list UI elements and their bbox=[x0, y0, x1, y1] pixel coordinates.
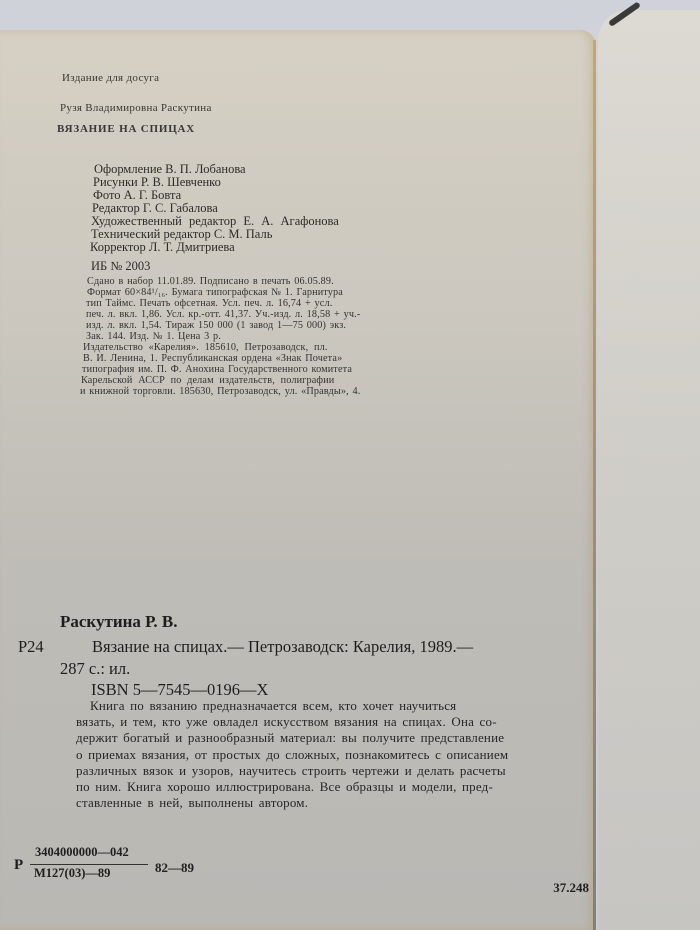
publisher-line: В. И. Ленина, 1. Республиканская ордена «Знак Почета» bbox=[83, 353, 343, 364]
credit-editor: Редактор Г. С. Габалова bbox=[92, 201, 218, 215]
classification-numerator: 3404000000—042 bbox=[35, 845, 129, 859]
catalog-index: Р24 bbox=[18, 637, 44, 656]
catalog-isbn: ISBN 5—7545—0196—Х bbox=[91, 680, 269, 699]
classification-suffix: 82—89 bbox=[155, 860, 194, 875]
publisher-line: и книжной торговли. 185630, Петрозаводск, ул. «Правды», 4. bbox=[80, 386, 361, 397]
bbk-code: 37.248 bbox=[553, 880, 589, 895]
author-full-name: Рузя Владимировна Раскутина bbox=[60, 102, 212, 114]
abstract-line: по ним. Книга хорошо иллюстрирована. Все образцы и модели, пред- bbox=[76, 779, 493, 795]
publisher-line: типография им. П. Ф. Анохина Государственного комитета bbox=[82, 364, 353, 375]
abstract bbox=[76, 698, 583, 811]
imprint-line: печ. л. вкл. 1,86. Усл. кр.-отт. 41,37. Уч.-изд. л. 18,58 + уч.- bbox=[86, 309, 361, 320]
credit-design: Оформление В. П. Лобанова bbox=[94, 162, 246, 176]
abstract-line: ставленные в ней, выполнены автором. bbox=[76, 795, 309, 811]
credit-photo: Фото А. Г. Бовта bbox=[93, 188, 182, 202]
publisher-line: Карельской АССР по делам издательств, полиграфии bbox=[81, 375, 335, 386]
abstract-line: различных вязок и узоров, научитесь строить чертежи и делать расчеты bbox=[76, 762, 506, 778]
catalog-pages: 287 с.: ил. bbox=[60, 659, 131, 678]
imprint-line: Сдано в набор 11.01.89. Подписано в печать 06.05.89. bbox=[87, 276, 334, 287]
imprint-line: Формат 60×84¹/₁₆. Бумага типографская № 1. Гарнитура bbox=[87, 287, 343, 298]
publisher-line: Издательство «Карелия». 185610, Петрозаводск, пл. bbox=[83, 342, 328, 353]
catalog-author: Раскутина Р. В. bbox=[60, 612, 178, 631]
credit-proofreader: Корректор Л. Т. Дмитриева bbox=[90, 240, 235, 254]
abstract-line: о приемах вязания, от простых до сложных, познакомитесь с описанием bbox=[76, 746, 509, 762]
right-page bbox=[598, 10, 700, 930]
imprint-line: тип Таймс. Печать офсетная. Усл. печ. л. 16,74 + усл. bbox=[86, 298, 333, 309]
credit-tech-editor: Технический редактор С. М. Паль bbox=[91, 227, 273, 241]
abstract-line: держит богатый и разнообразный материал: вы получите представление bbox=[76, 730, 505, 746]
abstract-line: Книга по вязанию предназначается всем, кто хочет научиться bbox=[90, 698, 457, 713]
series-label: Издание для досуга bbox=[62, 72, 160, 84]
abstract-line: вязать, и тем, кто уже овладел искусством вязания на спицах. Она со- bbox=[76, 714, 497, 730]
classification-denominator: М127(03)—89 bbox=[34, 866, 111, 880]
book-title-caps: ВЯЗАНИЕ НА СПИЦАХ bbox=[57, 123, 196, 135]
credit-art-editor: Художественный редактор Е. А. Агафонова bbox=[91, 214, 339, 228]
imprint-line: Зак. 144. Изд. № 1. Цена 3 р. bbox=[86, 331, 222, 342]
fraction-bar bbox=[30, 864, 148, 865]
catalog-title-line: Вязание на спицах.— Петрозаводск: Карелия, 1989.— bbox=[92, 637, 474, 656]
credit-drawings: Рисунки Р. В. Шевченко bbox=[93, 175, 221, 189]
imprint-line: изд. л. вкл. 1,54. Тираж 150 000 (1 завод 1—75 000) экз. bbox=[86, 320, 347, 331]
ib-number: ИБ № 2003 bbox=[91, 259, 151, 273]
classification-letter: Р bbox=[14, 857, 24, 873]
